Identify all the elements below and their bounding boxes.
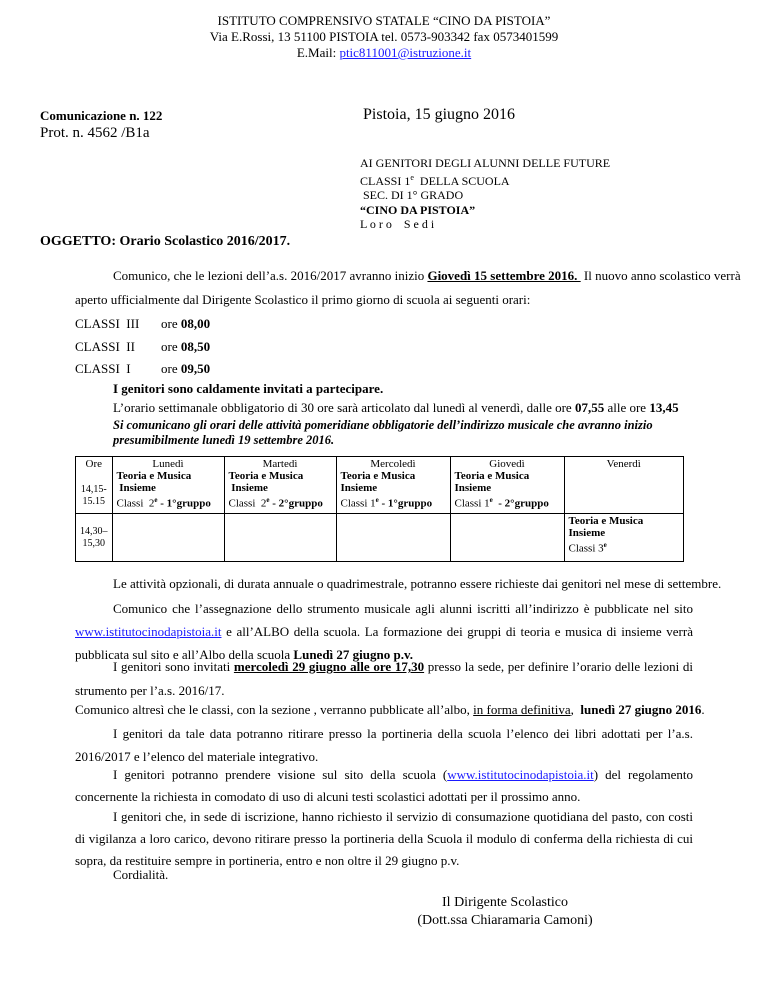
meeting-text-2: presso la sede, per definire l’orario delle lezioni di strumento per l’a.s. 2016/17. — [75, 659, 694, 698]
recipient-sup: e — [410, 172, 414, 182]
classes-end: . — [701, 702, 705, 717]
meals-paragraph: I genitori che, in sede di iscrizione, hanno richiesto il servizio di consumazione quotidiana del pasto, con costi di vigilanza a loro carico, devono ritirare presso la portineria della Scuola il modulo di conferma della richiesta di cui sopra, da restituire sempre in portineria, entro e non oltre il 29 giugno p.v. — [75, 809, 693, 868]
cell-martedi — [224, 457, 336, 514]
lunedi-insieme: Insieme — [116, 482, 156, 494]
time-slot-1: 14,15-15.15 — [80, 484, 107, 507]
venerdi-insieme: Insieme — [568, 527, 606, 539]
mercoledi-insieme: Insieme — [340, 482, 378, 494]
recipient-line-5: L o r o S e d i — [360, 217, 435, 231]
school-email — [0, 45, 768, 61]
recipient-school: DELLA SCUOLA — [413, 173, 510, 188]
intro-line-1 — [113, 268, 741, 284]
header-mercoledi: Mercoledì — [370, 458, 416, 470]
meeting-text: I genitori sono invitati — [113, 659, 234, 674]
timetable-row-1 — [76, 457, 684, 514]
music-note-line-1: Si comunicano gli orari delle attività pomeridiane obbligatorie dell’indirizzo musicale che avranno inizio — [113, 418, 653, 432]
header-ore: Ore — [85, 458, 102, 470]
venerdi-subject: Teoria e Musica — [568, 515, 644, 527]
time-cell — [76, 457, 113, 514]
meeting-date: mercoledì 29 giugno alle ore 17,30 — [233, 659, 425, 674]
school-address: Via E.Rossi, 13 51100 PISTOIA tel. 0573-903342 fax 0573401599 — [209, 29, 559, 44]
loan-text: I genitori potranno prendere visione sul sito della scuola ( — [113, 767, 448, 782]
recipient-block — [360, 156, 610, 232]
signature-title: Il Dirigente Scolastico — [442, 895, 568, 910]
timetable-row-2 — [76, 514, 684, 562]
cell-mercoledi — [336, 457, 450, 514]
first-day-class-2 — [75, 339, 210, 355]
empty-cell — [336, 514, 450, 562]
lunedi-class — [117, 494, 220, 510]
recipient-line-4: “CINO DA PISTOIA” — [360, 202, 476, 217]
letter-date: Pistoia, 15 giugno 2016 — [363, 106, 516, 123]
venerdi-class-label: Classi 3 — [568, 542, 604, 555]
music-note-line-2: presumibilmente lunedì 19 settembre 2016. — [113, 433, 335, 447]
loan-text-2: ) del regolamento concernente la richiesta in comodato di uso di alcuni testi scolastici adottati per il prossimo anno. — [75, 767, 693, 804]
giovedi-class-label: Classi 1 — [454, 497, 490, 510]
assign-text: Comunico che l’assegnazione dello strumento musicale agli alunni iscritti all’indirizzo è pubblicate nel sito — [113, 601, 693, 616]
recipient-line-1: AI GENITORI DEGLI ALUNNI DELLE FUTURE — [360, 156, 611, 170]
martedi-class — [229, 494, 332, 510]
classes-date: lunedì 27 giugno 2016 — [580, 702, 702, 717]
time-slot-2: 14,30– 15,30 — [80, 525, 108, 549]
martedi-class-label: Classi 2 — [228, 497, 267, 510]
empty-cell — [450, 514, 564, 562]
weekly-to: 13,45 — [649, 400, 679, 415]
venerdi-sup: e — [603, 541, 607, 549]
giovedi-class — [455, 494, 560, 510]
letterhead — [0, 13, 768, 61]
class-label: CLASSI II — [75, 339, 135, 354]
class-label: CLASSI III — [75, 316, 140, 331]
intro-text-2: Il nuovo anno scolastico verrà — [580, 268, 741, 283]
giovedi-sup: e — [489, 496, 493, 504]
signature-block — [400, 894, 610, 930]
closing-greeting: Cordialità. — [113, 867, 169, 882]
empty-cell — [112, 514, 224, 562]
class-label: CLASSI I — [75, 361, 131, 376]
books-paragraph: I genitori da tale data potranno ritirare presso la portineria della scuola l’elenco dei libri adottati per l’a.s. 2016/2017 e l’elenco del materiale integrativo. — [75, 726, 693, 764]
lunedi-group: - 1°gruppo — [157, 497, 211, 510]
signature-name: (Dott.ssa Chiaramaria Camoni) — [417, 913, 593, 928]
time-prefix: ore — [161, 339, 181, 354]
invite-line: I genitori sono caldamente invitati a partecipare. — [113, 381, 384, 396]
time-cell-2 — [76, 514, 113, 562]
weekly-text: L’orario settimanale obbligatorio di 30 ore sarà articolato dal lunedì al venerdì, dalle ore — [113, 400, 575, 415]
music-timetable — [75, 456, 684, 562]
cell-venerdi-2 — [564, 514, 684, 562]
mercoledi-subject: Teoria e Musica — [340, 470, 416, 482]
lunedi-subject: Teoria e Musica — [116, 470, 192, 482]
recipient-line-3: SEC. DI 1° GRADO — [360, 188, 464, 202]
giovedi-insieme: Insieme — [454, 482, 492, 494]
recipient-line-2 — [360, 171, 610, 189]
weekly-hours — [113, 400, 679, 416]
giovedi-group: - 2°gruppo — [492, 497, 549, 510]
martedi-insieme: Insieme — [228, 482, 268, 494]
optional-activities: Le attività opzionali, di durata annuale o quadrimestrale, potranno essere richieste dai genitori nel mese di settembre. — [113, 576, 722, 591]
mercoledi-group: - 1°gruppo — [378, 497, 433, 510]
meeting-paragraph — [75, 655, 693, 703]
music-note — [113, 418, 653, 448]
communication-number: Comunicazione n. 122 — [40, 108, 163, 123]
lunedi-class-label: Classi 2 — [116, 497, 155, 510]
intro-text: Comunico, che le lezioni dell’a.s. 2016/2017 avranno inizio — [113, 268, 428, 283]
weekly-from: 07,55 — [574, 400, 605, 415]
start-time: 08,00 — [180, 316, 211, 331]
intro-line-2: aperto ufficialmente dal Dirigente Scolastico il primo giorno di scuola ai seguenti orari: — [75, 292, 531, 307]
start-date: Giovedì 15 settembre 2016. — [427, 268, 581, 283]
school-name: ISTITUTO COMPRENSIVO STATALE “CINO DA PISTOIA” — [217, 13, 551, 28]
martedi-subject: Teoria e Musica — [228, 470, 304, 482]
assign-date: Lunedì 27 giugno p.v. — [293, 647, 413, 662]
classes-paragraph — [75, 702, 705, 718]
martedi-group: - 2°gruppo — [269, 497, 323, 510]
loan-paragraph — [75, 764, 693, 808]
site-link[interactable]: www.istitutocinodapistoia.it — [75, 624, 222, 639]
weekly-text-2: alle ore — [604, 400, 650, 415]
start-time: 08,50 — [180, 339, 211, 354]
subject-line: OGGETTO: Orario Scolastico 2016/2017. — [40, 234, 291, 249]
mercoledi-class — [341, 494, 446, 510]
empty-cell — [224, 514, 336, 562]
martedi-sup: e — [266, 496, 270, 504]
loan-site-link[interactable]: www.istitutocinodapistoia.it — [447, 767, 594, 782]
mercoledi-sup: e — [375, 496, 379, 504]
venerdi-class — [569, 539, 680, 555]
mercoledi-class-label: Classi 1 — [340, 497, 376, 510]
header-martedi: Martedì — [262, 458, 298, 470]
cell-lunedi — [112, 457, 224, 514]
cell-venerdi — [564, 457, 684, 514]
cell-giovedi — [450, 457, 564, 514]
email-link[interactable]: ptic811001@istruzione.it — [339, 45, 472, 60]
classes-definitive: in forma definitiva — [473, 702, 571, 717]
protocol-number: Prot. n. 4562 /B1a — [40, 125, 150, 141]
assign-text-2: e all’ALBO della scuola. La formazione dei gruppi di teoria e musica di insieme verrà pubblicata sul sito e all’Albo della scuola — [75, 624, 693, 662]
email-label: E.Mail: — [296, 45, 340, 60]
start-time: 09,50 — [180, 361, 211, 376]
first-day-class-3 — [75, 316, 210, 332]
header-venerdi: Venerdì — [606, 458, 641, 470]
lunedi-sup: e — [154, 496, 158, 504]
header-lunedi: Lunedì — [152, 458, 184, 470]
recipient-classes: CLASSI 1 — [360, 173, 411, 188]
first-day-class-1 — [75, 361, 210, 377]
classes-text: Comunico altresì che le classi, con la sezione , verranno pubblicate all’albo, — [75, 702, 474, 717]
classes-sep: , — [570, 702, 581, 717]
giovedi-subject: Teoria e Musica — [454, 470, 530, 482]
time-prefix: ore — [161, 361, 181, 376]
header-giovedi: Giovedì — [489, 458, 525, 470]
time-prefix: ore — [161, 316, 181, 331]
